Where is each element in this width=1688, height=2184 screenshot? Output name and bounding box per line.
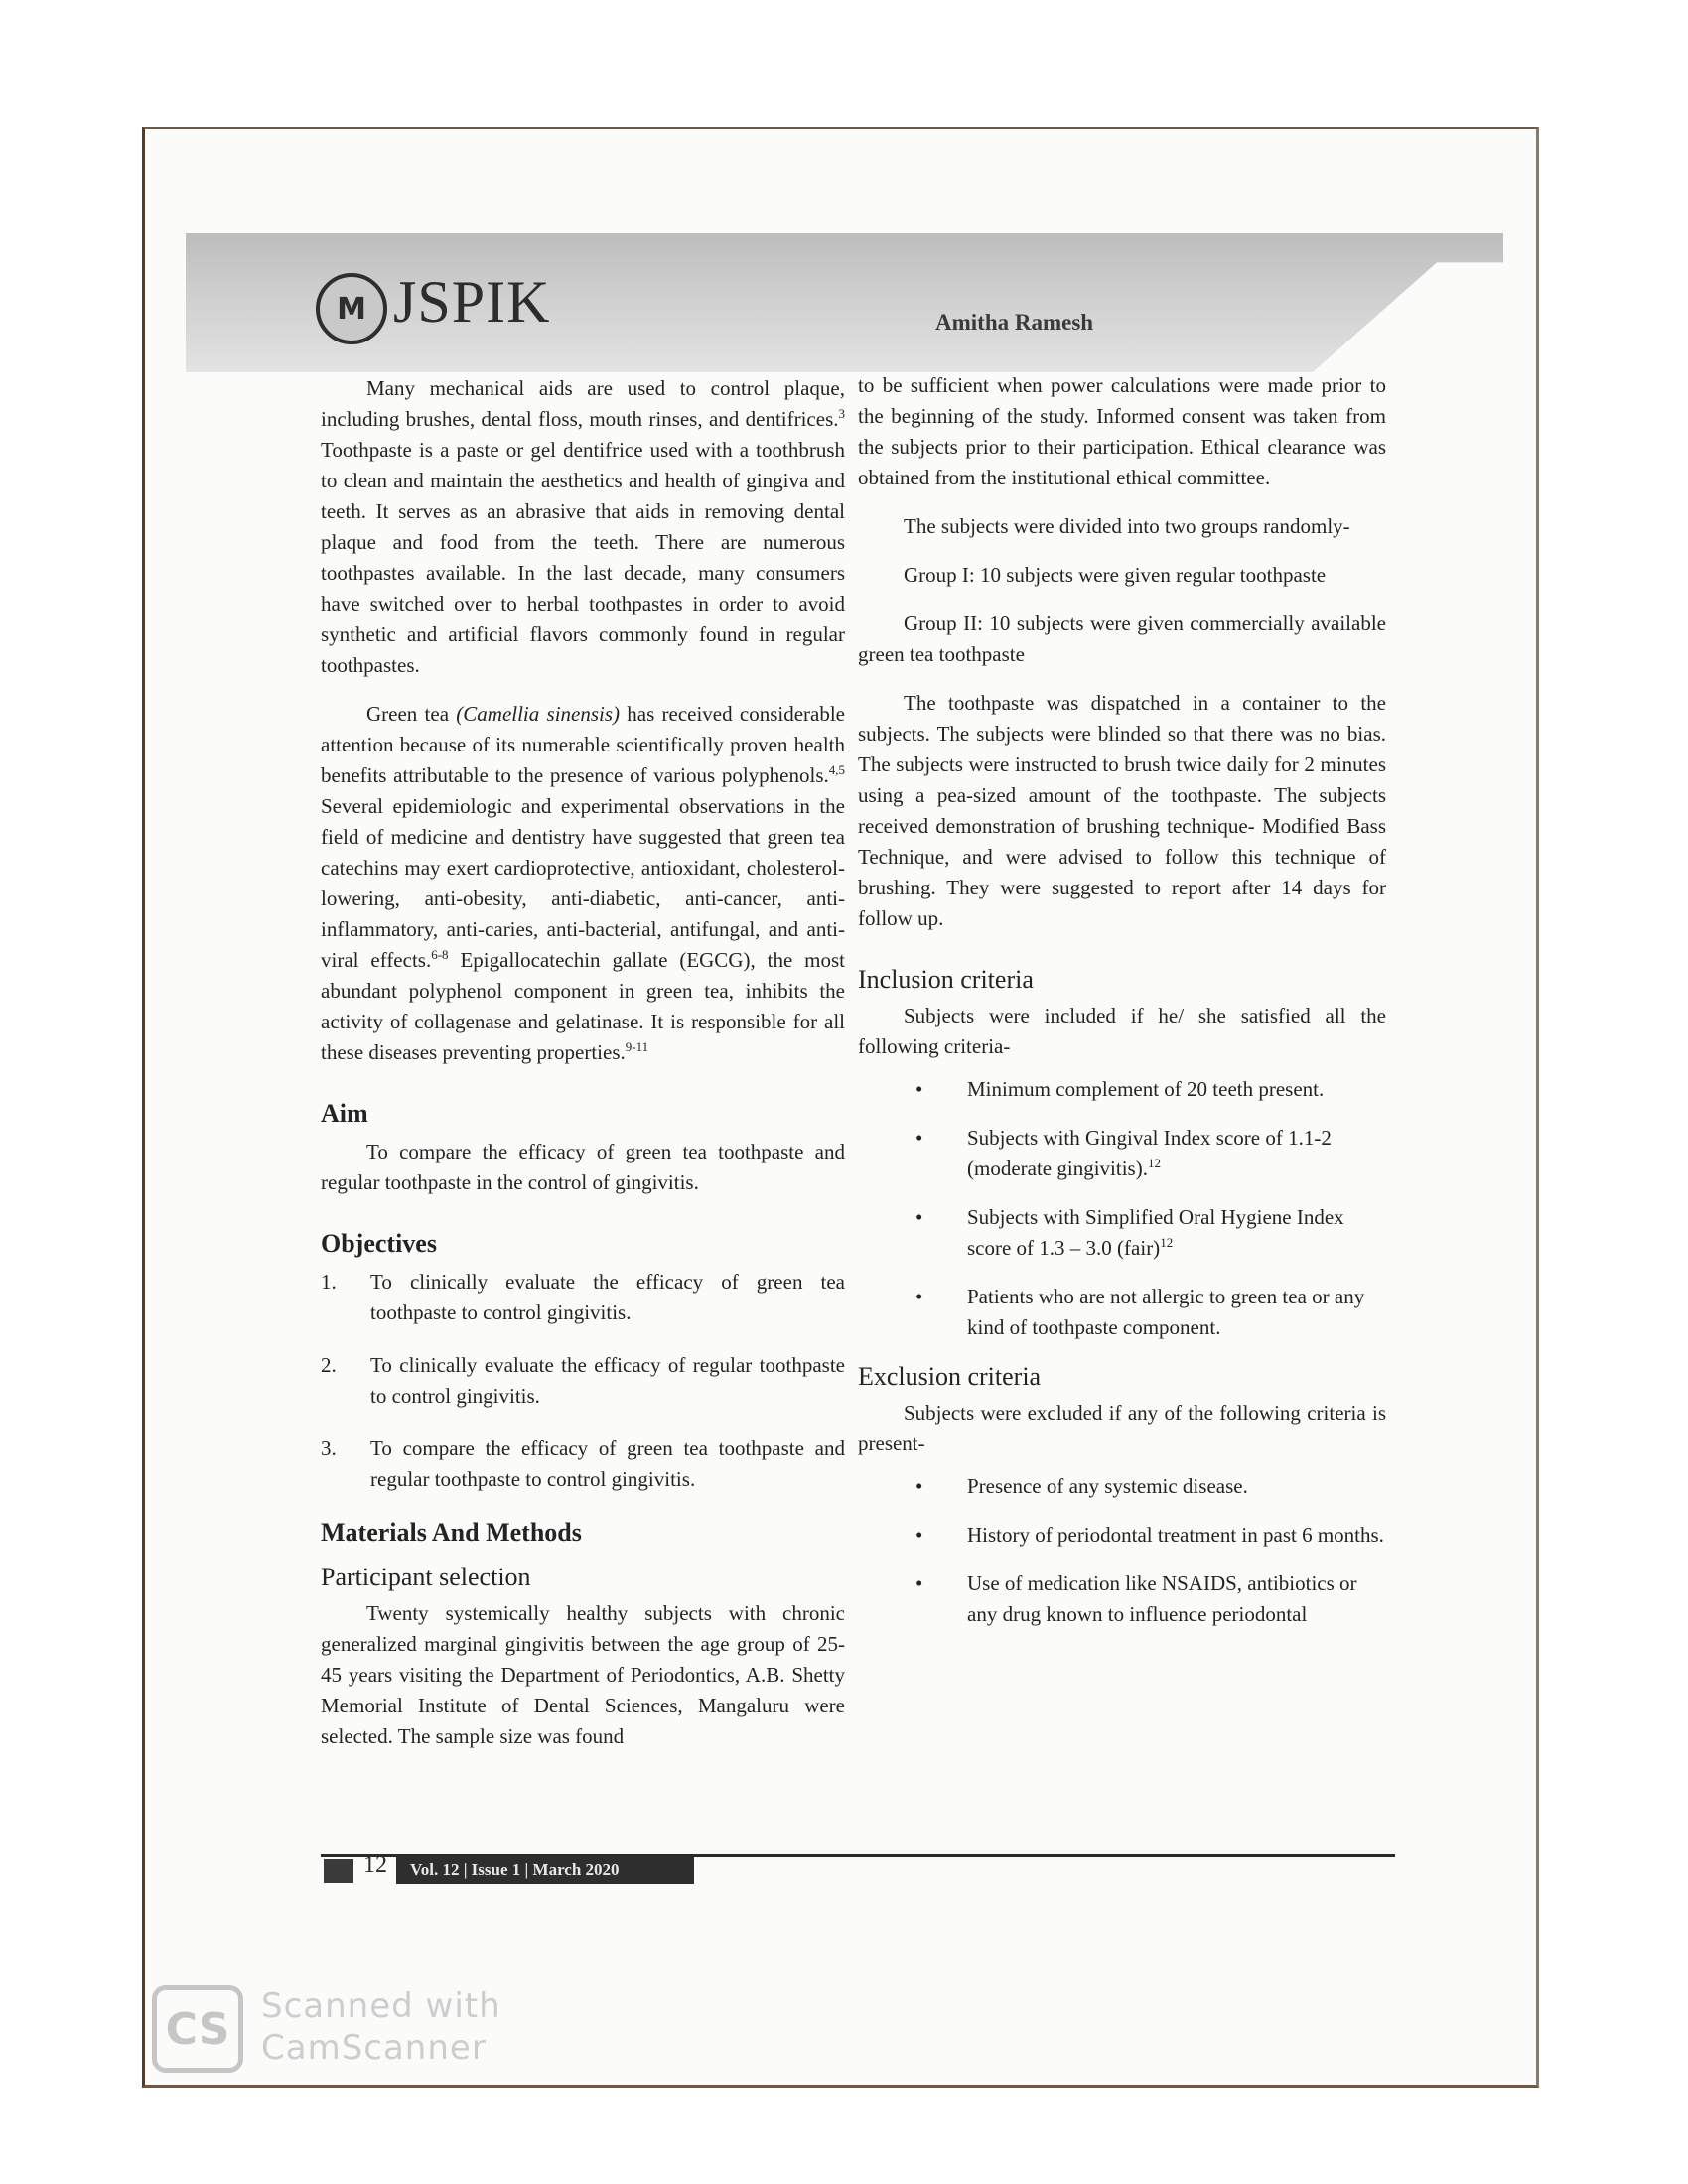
journal-name: JSPIK [393,269,551,335]
participant-selection-text: Twenty systemically healthy subjects with chronic generalized marginal gingivitis between the age group of 25-45 years visiting the Department of Periodontics, A.B. Shetty Memorial Institute of Dental Sciences, Mangaluru were selected. The sample size was found [321,1601,845,1748]
aim-heading: Aim [321,1099,368,1128]
group-one-paragraph: Group I: 10 subjects were given regular toothpaste [904,563,1327,587]
exclusion-item: • Use of medication like NSAIDS, antibiotics or any drug known to influence periodontal [915,1571,1357,1626]
right-column [858,370,1386,1648]
journal-logo-letter: M [337,291,366,327]
page-number: 12 [363,1852,387,1878]
exclusion-list [858,1471,1386,1630]
exclusion-item: • Presence of any systemic disease. [915,1474,1248,1498]
green-tea-paragraph: Green tea (Camellia sinensis) has received considerable attention because of its numerable scientifically proven health benefits attributable to the presence of various polyphenols.$^{4,5}$ Several epidemiologic and experimental observations in the field of medicine and dentistry have suggested that green tea catechins may exert cardioprotective, antioxidant, cholesterol-lowering, anti-obesity, anti-diabetic, anti-cancer, anti-inflammatory, anti-caries, anti-bacterial, antifungal, and anti-viral effects.$^{6-8}$ Epigallocatechin gallate (EGCG), the most abundant polyphenol component in green tea, inhibits the activity of collagenase and gelatinase. It is responsible for all these diseases preventing properties.$^{9-11}$ [321,702,846,1064]
watermark-line-1: Scanned with [261,1986,501,2026]
page-number-marker [324,1859,353,1883]
procedure-paragraph: The toothpaste was dispatched in a container to the subjects. The subjects were blinded so that there was no bias. The subjects were instructed to brush twice daily for 2 minutes using a pea-sized amount of the toothpaste. The subjects received demonstration of brushing technique- Modified Bass Technique, and were advised to follow this technique of brushing. They were suggested to report after 14 days for follow up. [858,691,1386,930]
inclusion-intro: Subjects were included if he/ she satisfied all the following criteria- [858,1004,1386,1058]
methods-heading: Materials And Methods [321,1518,582,1547]
objective-item: 1. To clinically evaluate the efficacy of green tea toothpaste to control gingivitis. [321,1270,845,1324]
species-name: (Camellia sinensis) [456,702,621,726]
exclusion-intro: Subjects were excluded if any of the following criteria is present- [858,1401,1386,1455]
inclusion-item: • Minimum complement of 20 teeth present. [915,1077,1325,1101]
inclusion-heading: Inclusion criteria [858,965,1034,994]
objective-item: 3. To compare the efficacy of green tea toothpaste and regular toothpaste to control gingivitis. [321,1436,845,1491]
inclusion-item: • Patients who are not allergic to green tea or any kind of toothpaste component. [915,1285,1365,1339]
left-column [321,373,845,1752]
participant-selection-heading: Participant selection [321,1563,531,1591]
exclusion-item: • History of periodontal treatment in past 6 months. [915,1523,1384,1547]
groups-paragraph: The subjects were divided into two groups randomly- [904,514,1350,538]
watermark-line-2: CamScanner [261,2028,487,2068]
objectives-heading: Objectives [321,1229,437,1258]
camscanner-logo [152,1985,243,2073]
journal-logo [316,273,387,344]
study-continuation-paragraph: to be sufficient when power calculations were made prior to the beginning of the study. Informed consent was taken from the subjects prior to their participation. Ethical clearance was obtained from the institutional ethical committee. [858,373,1386,489]
camscanner-logo-text: CS [165,2003,230,2055]
inclusion-list [858,1074,1386,1343]
running-head-author: Amitha Ramesh [935,310,1094,335]
group-two-paragraph: Group II: 10 subjects were given commercially available green tea toothpaste [858,612,1386,666]
exclusion-heading: Exclusion criteria [858,1362,1042,1391]
intro-paragraph: Many mechanical aids are used to control plaque, including brushes, dental floss, mouth rinses, and dentifrices.$^3$ Toothpaste is a paste or gel dentifrice used with a toothbrush to clean and maintain the aesthetics and health of gingiva and teeth. It serves as an abrasive that aids in removing dental plaque and food from the teeth. There are numerous toothpastes available. In the last decade, many consumers have switched over to herbal toothpastes in order to avoid synthetic and artificial flavors commonly found in regular toothpastes. [321,376,845,677]
camscanner-watermark [261,1985,501,2069]
objectives-list [321,1267,845,1495]
inclusion-item: • Subjects with Gingival Index score of 1.1-2 (moderate gingivitis).$^{12}$ [915,1126,1332,1180]
objective-item: 2. To clinically evaluate the efficacy of regular toothpaste to control gingivitis. [321,1353,845,1408]
aim-text: To compare the efficacy of green tea toothpaste and regular toothpaste in the control of gingivitis. [321,1140,845,1194]
issue-info: Vol. 12 | Issue 1 | March 2020 [396,1856,694,1884]
inclusion-item: • Subjects with Simplified Oral Hygiene Index score of 1.3 – 3.0 (fair)$^{12}$ [915,1205,1344,1260]
